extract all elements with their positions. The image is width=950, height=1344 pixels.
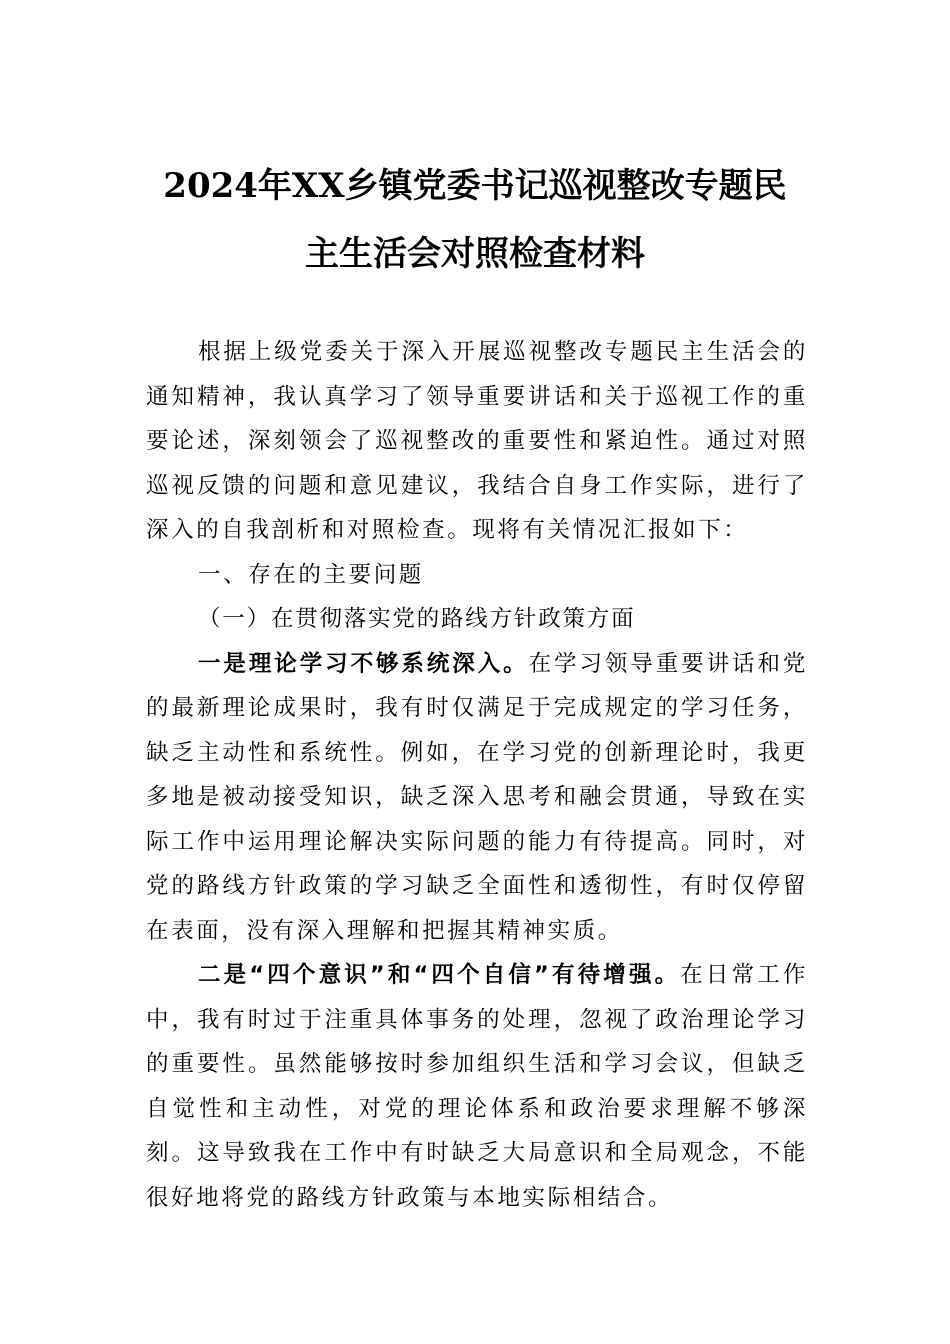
subsection-heading: （一）在贯彻落实党的路线方针政策方面 — [198, 606, 636, 632]
point-1-text: 在学习领导重要讲话和党的最新理论成果时，我有时仅满足于完成规定的学习任务，缺乏主动性和系统性。例如，在学习党的创新理论时，我更多地是被动接受知识，缺乏深入思考和融会贯通，导致在实际工作中运用理论解决实际问题的能力有待提高。同时，对党的路线方针政策的学习缺乏全面性和透彻性，有时仅停留在表面，没有深入理解和把握其精神实质。 — [146, 650, 808, 944]
point-2-text: 在日常工作中，我有时过于注重具体事务的处理，忽视了政治理论学习的重要性。虽然能够按时参加组织生活和学习会议，但缺乏自觉性和主动性，对党的理论体系和政治要求理解不够深刻。这导致我在工作中有时缺乏大局意识和全局观念，不能很好地将党的路线方针政策与本地实际相结合。 — [146, 962, 808, 1211]
point-1-lead: 一是理论学习不够系统深入。 — [198, 650, 529, 677]
point-2-paragraph — [146, 953, 808, 1220]
document-body — [146, 330, 808, 1220]
point-1-paragraph — [146, 642, 808, 954]
section-heading: 一、存在的主要问题 — [198, 561, 424, 588]
intro-paragraph: 根据上级党委关于深入开展巡视整改专题民主生活会的通知精神，我认真学习了领导重要讲话和关于巡视工作的重要论述，深刻领会了巡视整改的重要性和紧迫性。通过对照巡视反馈的问题和意见建议，我结合自身工作实际，进行了深入的自我剖析和对照检查。现将有关情况汇报如下： — [146, 339, 808, 543]
point-2-lead: 二是“四个意识”和“四个自信”有待增强。 — [198, 962, 681, 988]
document-title-line-2: 主生活会对照检查材料 — [305, 234, 645, 274]
document-title-line-1: 2024年XX乡镇党委书记巡视整改专题民 — [163, 166, 787, 206]
